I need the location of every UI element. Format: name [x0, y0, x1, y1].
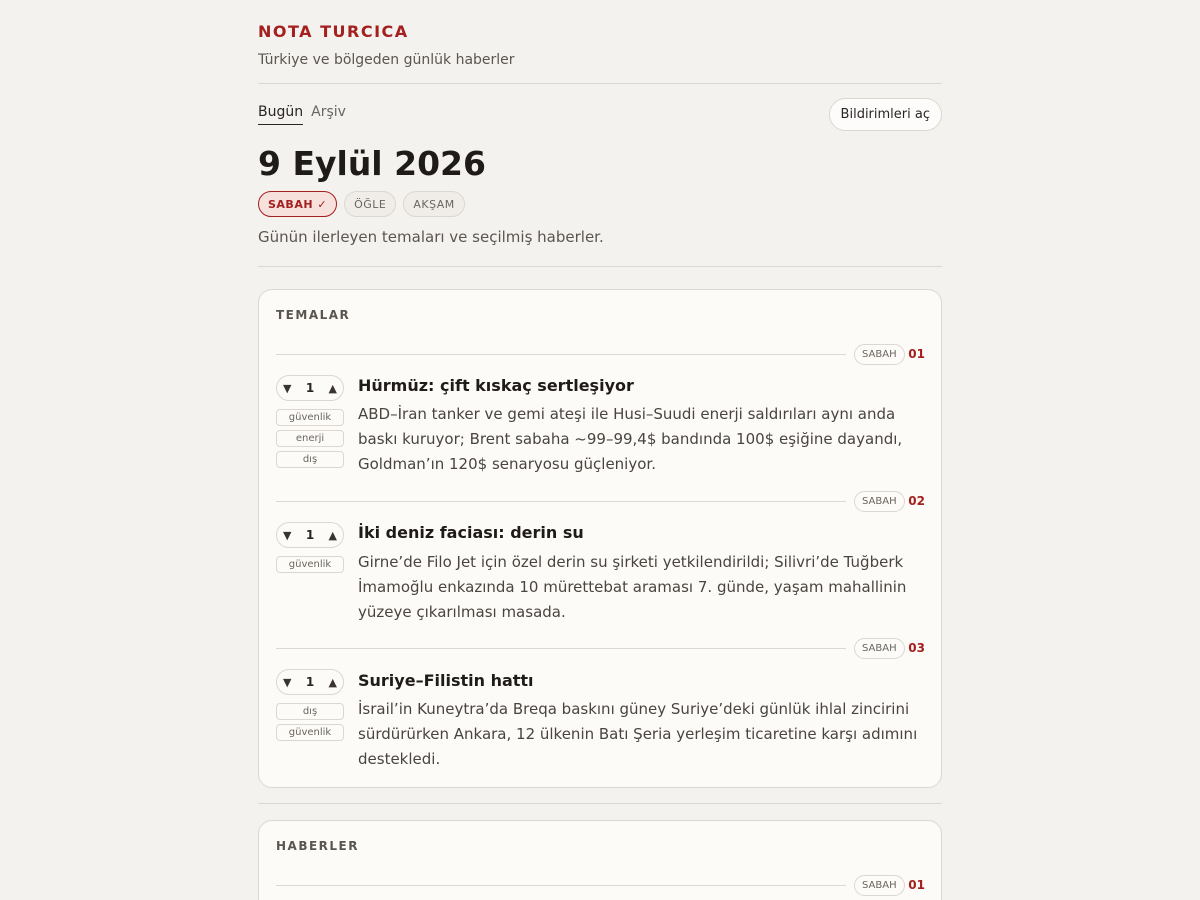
news-card [258, 820, 942, 900]
enable-notifications-button[interactable]: Bildirimleri aç [829, 98, 942, 131]
news-item-header [276, 875, 925, 897]
downvote-icon[interactable]: ▼ [283, 528, 292, 542]
intro-divider [258, 266, 942, 267]
tab-today[interactable]: Bugün [258, 104, 303, 125]
upvote-icon[interactable]: ▲ [328, 528, 337, 542]
upvote-icon[interactable]: ▲ [328, 381, 337, 395]
theme-item-header [276, 491, 925, 513]
news-heading: HABERLER [276, 839, 359, 853]
theme-summary: ABD–İran tanker ve gemi ateşi ile Husi–Suudi enerji saldırıları aynı anda baskı kuruyor; Brent sabaha ~99–99,4$ bandında 100$ eşiğine dayandı, Goldman’ın 120$ senaryosu güçleniyor. [358, 405, 903, 473]
session-pill-evening[interactable]: AKŞAM [403, 191, 464, 217]
main-nav [258, 104, 346, 125]
upvote-icon[interactable]: ▲ [328, 675, 337, 689]
tag-list [276, 703, 344, 741]
intro-text: Günün ilerleyen temaları ve seçilmiş haberler. [258, 228, 604, 246]
theme-title[interactable]: Hürmüz: çift kıskaç sertleşiyor [358, 376, 634, 395]
item-number: 01 [908, 347, 925, 361]
header-divider [258, 83, 942, 84]
session-selector [258, 191, 465, 217]
vote-control [276, 669, 344, 695]
downvote-icon[interactable]: ▼ [283, 675, 292, 689]
section-divider [258, 803, 942, 804]
themes-heading: TEMALAR [276, 308, 351, 322]
item-divider [276, 885, 846, 886]
item-number: 03 [908, 641, 925, 655]
tagline: Türkiye ve bölgeden günlük haberler [258, 52, 515, 68]
vote-count: 1 [305, 675, 315, 689]
theme-title[interactable]: İki deniz faciası: derin su [358, 523, 584, 542]
vote-control [276, 522, 344, 548]
tag[interactable]: enerji [276, 430, 344, 447]
session-badge: SABAH [854, 875, 905, 896]
theme-summary: Girne’de Filo Jet için özel derin su şirketi yetkilendirildi; Silivri’de Tuğberk İmamoğlu enkazında 10 mürettebat araması 7. günde, yaşam mahallinin yüzeye çıkarılması masada. [358, 553, 907, 621]
item-divider [276, 501, 846, 502]
tag-list [276, 556, 344, 573]
tag-list [276, 409, 344, 468]
item-number: 02 [908, 494, 925, 508]
tag[interactable]: dış [276, 703, 344, 720]
session-pill-noon[interactable]: ÖĞLE [344, 191, 396, 217]
item-number: 01 [908, 878, 925, 892]
tag[interactable]: güvenlik [276, 724, 344, 741]
item-divider [276, 648, 846, 649]
session-badge: SABAH [854, 638, 905, 659]
tag[interactable]: dış [276, 451, 344, 468]
tab-archive[interactable]: Arşiv [311, 104, 346, 120]
session-badge: SABAH [854, 491, 905, 512]
tag[interactable]: güvenlik [276, 556, 344, 573]
page-title: 9 Eylül 2026 [258, 144, 486, 183]
session-badge: SABAH [854, 344, 905, 365]
brand-logo[interactable]: NOTA TURCICA [258, 22, 409, 41]
theme-summary: İsrail’in Kuneytra’da Breqa baskını güney Suriye’deki günlük ihlal zincirini sürdürürken Ankara, 12 ülkenin Batı Şeria yerleşim ticaretine karşı adımını destekledi. [358, 700, 918, 768]
vote-count: 1 [305, 381, 315, 395]
vote-control [276, 375, 344, 401]
downvote-icon[interactable]: ▼ [283, 381, 292, 395]
theme-title[interactable]: Suriye–Filistin hattı [358, 671, 534, 690]
session-pill-morning[interactable]: SABAH ✓ [258, 191, 337, 217]
vote-count: 1 [305, 528, 315, 542]
item-divider [276, 354, 846, 355]
theme-item-header [276, 638, 925, 660]
theme-item-header [276, 344, 925, 366]
tag[interactable]: güvenlik [276, 409, 344, 426]
themes-card [258, 289, 942, 788]
